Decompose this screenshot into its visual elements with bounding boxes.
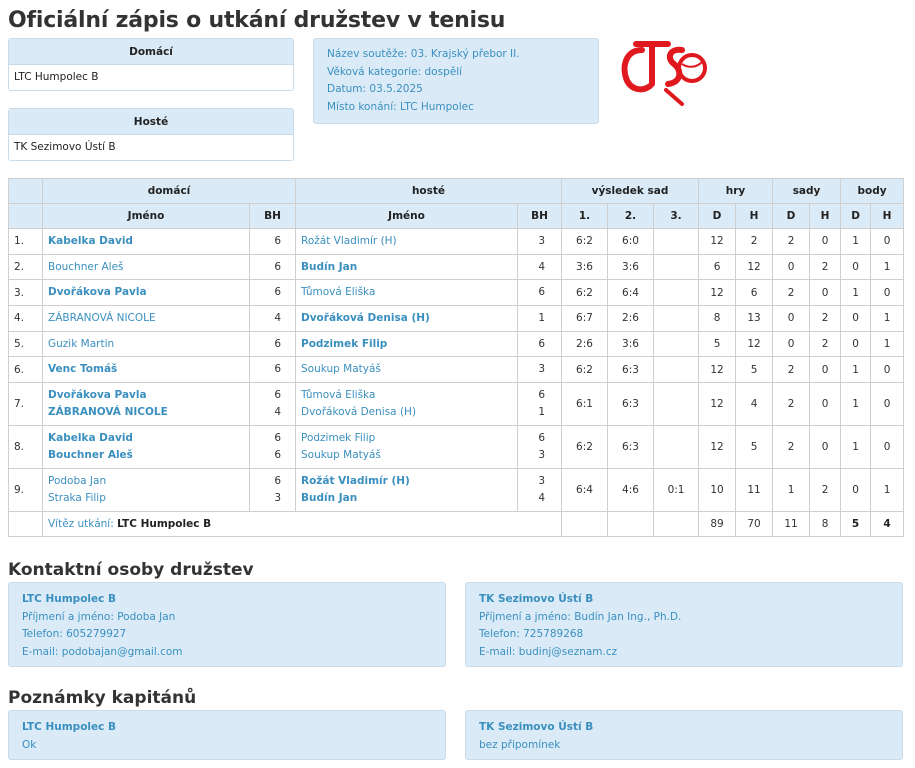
games-away: 5 bbox=[736, 426, 773, 469]
away-players bbox=[296, 229, 518, 255]
away-player-name[interactable]: Budín Jan bbox=[301, 260, 358, 273]
set-1-score: 6:7 bbox=[562, 306, 608, 332]
set-1-score: 6:2 bbox=[562, 426, 608, 469]
set-1-score: 6:2 bbox=[562, 357, 608, 383]
home-player-name[interactable]: Guzik Martin bbox=[48, 337, 115, 350]
row-number: 8. bbox=[9, 426, 43, 469]
home-contact-email[interactable]: E-mail: podobajan@gmail.com bbox=[22, 645, 183, 658]
set-2-score: 6:3 bbox=[608, 426, 654, 469]
home-players bbox=[43, 357, 250, 383]
away-contact-team: TK Sezimovo Ústí B bbox=[479, 593, 594, 605]
set-3-score bbox=[654, 383, 699, 426]
away-players bbox=[296, 254, 518, 280]
group-sets: výsledek sad bbox=[562, 179, 699, 204]
corner-cell bbox=[9, 179, 43, 204]
set-2-score: 6:4 bbox=[608, 280, 654, 306]
home-player-name[interactable]: Kabelka David bbox=[48, 432, 133, 445]
col-set-1: 1. bbox=[562, 204, 608, 229]
home-team-header: Domácí bbox=[9, 39, 293, 65]
totals-empty bbox=[654, 512, 699, 537]
points-away: 1 bbox=[871, 306, 904, 332]
home-players bbox=[43, 383, 250, 426]
set-2-score: 2:6 bbox=[608, 306, 654, 332]
home-player-name[interactable]: Venc Tomáš bbox=[48, 363, 118, 376]
games-home: 8 bbox=[699, 306, 736, 332]
sets-away: 2 bbox=[810, 331, 841, 357]
set-1-score: 6:2 bbox=[562, 280, 608, 306]
games-home: 12 bbox=[699, 383, 736, 426]
points-home: 0 bbox=[841, 469, 871, 512]
home-notes-text: Ok bbox=[22, 738, 37, 751]
away-player-bh: 3 bbox=[538, 449, 545, 462]
sets-away: 0 bbox=[810, 426, 841, 469]
contacts-heading: Kontaktní osoby družstev bbox=[8, 560, 254, 580]
away-contact-email[interactable]: E-mail: budinj@seznam.cz bbox=[479, 645, 618, 658]
set-3-score bbox=[654, 229, 699, 255]
away-players bbox=[296, 469, 518, 512]
home-bh bbox=[250, 383, 296, 426]
points-away: 0 bbox=[871, 383, 904, 426]
home-bh bbox=[250, 331, 296, 357]
col-home-name: Jméno bbox=[43, 204, 250, 229]
sets-away: 2 bbox=[810, 254, 841, 280]
away-player-name[interactable]: Soukup Matyáš bbox=[301, 363, 381, 376]
points-away: 0 bbox=[871, 357, 904, 383]
away-player-name[interactable]: Rožát Vladimír (H) bbox=[301, 475, 410, 488]
total-points-h: 4 bbox=[871, 512, 904, 537]
col-points-h: H bbox=[871, 204, 904, 229]
home-player-name[interactable]: Straka Filip bbox=[48, 492, 106, 505]
row-number: 9. bbox=[9, 469, 43, 512]
points-away: 1 bbox=[871, 254, 904, 280]
games-away: 11 bbox=[736, 469, 773, 512]
competition-name: Název soutěže: 03. Krajský přebor II. bbox=[327, 48, 520, 60]
away-player-name[interactable]: Podzimek Filip bbox=[301, 337, 388, 350]
sets-home: 2 bbox=[773, 357, 810, 383]
points-away: 1 bbox=[871, 469, 904, 512]
set-1-score: 6:2 bbox=[562, 229, 608, 255]
away-bh bbox=[518, 357, 562, 383]
home-player-bh: 6 bbox=[274, 475, 281, 488]
set-3-score bbox=[654, 306, 699, 332]
away-contact-name: Příjmení a jméno: Budín Jan Ing., Ph.D. bbox=[479, 610, 682, 623]
home-team-name: LTC Humpolec B bbox=[14, 71, 99, 83]
away-bh bbox=[518, 229, 562, 255]
col-sets-d: D bbox=[773, 204, 810, 229]
page-title: Oficiální zápis o utkání družstev v tenisu bbox=[8, 8, 506, 33]
points-home: 0 bbox=[841, 306, 871, 332]
corner-cell bbox=[9, 204, 43, 229]
points-away: 1 bbox=[871, 331, 904, 357]
home-player-name[interactable]: Dvořákova Pavla bbox=[48, 286, 147, 299]
away-contact-phone: Telefon: 725789268 bbox=[479, 628, 584, 640]
set-2-score: 3:6 bbox=[608, 254, 654, 280]
home-player-name[interactable]: ZÁBRANOVÁ NICOLE bbox=[48, 311, 156, 324]
points-home: 0 bbox=[841, 254, 871, 280]
home-players bbox=[43, 469, 250, 512]
home-player-bh: 6 bbox=[274, 337, 281, 350]
home-player-bh: 4 bbox=[274, 311, 281, 324]
home-bh bbox=[250, 357, 296, 383]
away-player-bh: 3 bbox=[538, 475, 545, 488]
group-games: hry bbox=[699, 179, 773, 204]
total-games-d: 89 bbox=[699, 512, 736, 537]
games-home: 6 bbox=[699, 254, 736, 280]
points-home: 1 bbox=[841, 357, 871, 383]
home-player-bh: 6 bbox=[274, 260, 281, 273]
points-away: 0 bbox=[871, 426, 904, 469]
away-bh bbox=[518, 383, 562, 426]
home-player-bh: 6 bbox=[274, 449, 281, 462]
away-player-bh: 3 bbox=[538, 234, 545, 247]
match-winner: Vítěz utkání: LTC Humpolec B bbox=[43, 512, 562, 537]
match-row bbox=[9, 331, 904, 357]
away-notes-box bbox=[465, 710, 903, 760]
set-3-score: 0:1 bbox=[654, 469, 699, 512]
set-1-score: 2:6 bbox=[562, 331, 608, 357]
points-home: 1 bbox=[841, 229, 871, 255]
away-players bbox=[296, 331, 518, 357]
group-points: body bbox=[841, 179, 904, 204]
away-notes-team: TK Sezimovo Ústí B bbox=[479, 721, 594, 733]
away-players bbox=[296, 426, 518, 469]
totals-row bbox=[9, 512, 904, 537]
set-2-score: 3:6 bbox=[608, 331, 654, 357]
games-away: 5 bbox=[736, 357, 773, 383]
away-bh bbox=[518, 306, 562, 332]
home-player-bh: 6 bbox=[274, 234, 281, 247]
home-player-name[interactable]: ZÁBRANOVÁ NICOLE bbox=[48, 406, 168, 419]
away-player-bh: 6 bbox=[538, 389, 545, 402]
away-bh bbox=[518, 426, 562, 469]
games-away: 6 bbox=[736, 280, 773, 306]
away-player-name[interactable]: Rožát Vladimír (H) bbox=[301, 234, 397, 247]
home-players bbox=[43, 306, 250, 332]
home-players bbox=[43, 229, 250, 255]
col-games-h: H bbox=[736, 204, 773, 229]
col-games-d: D bbox=[699, 204, 736, 229]
games-home: 12 bbox=[699, 357, 736, 383]
away-player-bh: 6 bbox=[538, 286, 545, 299]
away-player-name[interactable]: Budín Jan bbox=[301, 492, 358, 505]
total-sets-h: 8 bbox=[810, 512, 841, 537]
home-player-name[interactable]: Bouchner Aleš bbox=[48, 260, 124, 273]
away-player-name[interactable]: Podzimek Filip bbox=[301, 432, 376, 445]
away-bh bbox=[518, 469, 562, 512]
sets-home: 1 bbox=[773, 469, 810, 512]
col-set-3: 3. bbox=[654, 204, 699, 229]
set-1-score: 6:1 bbox=[562, 383, 608, 426]
games-away: 4 bbox=[736, 383, 773, 426]
col-sets-h: H bbox=[810, 204, 841, 229]
away-bh bbox=[518, 331, 562, 357]
set-3-score bbox=[654, 426, 699, 469]
home-player-bh: 4 bbox=[274, 406, 281, 419]
home-player-name[interactable]: Bouchner Aleš bbox=[48, 449, 133, 462]
away-player-name[interactable]: Soukup Matyáš bbox=[301, 449, 381, 462]
home-player-bh: 6 bbox=[274, 432, 281, 445]
col-points-d: D bbox=[841, 204, 871, 229]
away-bh bbox=[518, 254, 562, 280]
away-player-bh: 6 bbox=[538, 432, 545, 445]
away-player-bh: 4 bbox=[538, 492, 545, 505]
match-row bbox=[9, 426, 904, 469]
match-row bbox=[9, 469, 904, 512]
row-number: 2. bbox=[9, 254, 43, 280]
away-notes-text: bez připomínek bbox=[479, 738, 561, 751]
games-home: 12 bbox=[699, 229, 736, 255]
sets-away: 2 bbox=[810, 306, 841, 332]
home-bh bbox=[250, 254, 296, 280]
match-row bbox=[9, 306, 904, 332]
match-date: Datum: 03.5.2025 bbox=[327, 83, 423, 95]
club-logo bbox=[612, 36, 708, 106]
home-player-name[interactable]: Dvořákova Pavla bbox=[48, 389, 147, 402]
games-away: 13 bbox=[736, 306, 773, 332]
row-number: 5. bbox=[9, 331, 43, 357]
away-players bbox=[296, 306, 518, 332]
points-home: 1 bbox=[841, 383, 871, 426]
games-home: 5 bbox=[699, 331, 736, 357]
row-number: 6. bbox=[9, 357, 43, 383]
home-notes-box bbox=[8, 710, 446, 760]
away-players bbox=[296, 280, 518, 306]
away-contact-box bbox=[465, 582, 903, 667]
sets-home: 2 bbox=[773, 383, 810, 426]
group-away: hosté bbox=[296, 179, 562, 204]
match-row bbox=[9, 254, 904, 280]
group-sets-won: sady bbox=[773, 179, 841, 204]
set-3-score bbox=[654, 357, 699, 383]
sets-home: 0 bbox=[773, 254, 810, 280]
away-player-bh: 1 bbox=[538, 406, 545, 419]
col-away-bh: BH bbox=[518, 204, 562, 229]
sets-away: 0 bbox=[810, 229, 841, 255]
sets-home: 2 bbox=[773, 229, 810, 255]
match-row bbox=[9, 357, 904, 383]
home-player-name[interactable]: Kabelka David bbox=[48, 234, 133, 247]
total-games-h: 70 bbox=[736, 512, 773, 537]
points-home: 1 bbox=[841, 280, 871, 306]
away-player-bh: 3 bbox=[538, 363, 545, 376]
away-players bbox=[296, 357, 518, 383]
sets-home: 2 bbox=[773, 280, 810, 306]
away-player-bh: 1 bbox=[538, 311, 545, 324]
match-winner-name: LTC Humpolec B bbox=[117, 518, 212, 531]
notes-heading: Poznámky kapitánů bbox=[8, 688, 197, 708]
home-bh bbox=[250, 229, 296, 255]
home-contact-phone: Telefon: 605279927 bbox=[22, 628, 127, 640]
sets-away: 0 bbox=[810, 280, 841, 306]
home-bh bbox=[250, 426, 296, 469]
home-players bbox=[43, 280, 250, 306]
home-contact-box bbox=[8, 582, 446, 667]
set-1-score: 3:6 bbox=[562, 254, 608, 280]
away-player-name[interactable]: Tůmová Eliška bbox=[301, 286, 376, 299]
away-player-name[interactable]: Dvořáková Denisa (H) bbox=[301, 311, 430, 324]
sets-home: 0 bbox=[773, 306, 810, 332]
totals-corner bbox=[9, 512, 43, 537]
games-away: 12 bbox=[736, 254, 773, 280]
points-away: 0 bbox=[871, 280, 904, 306]
away-team-box bbox=[8, 108, 294, 161]
home-contact-team: LTC Humpolec B bbox=[22, 593, 117, 605]
set-2-score: 6:3 bbox=[608, 383, 654, 426]
match-venue: Místo konání: LTC Humpolec bbox=[327, 100, 474, 113]
row-number: 4. bbox=[9, 306, 43, 332]
home-player-bh: 6 bbox=[274, 389, 281, 402]
set-2-score: 4:6 bbox=[608, 469, 654, 512]
set-3-score bbox=[654, 254, 699, 280]
away-player-name[interactable]: Dvořáková Denisa (H) bbox=[301, 406, 417, 419]
set-3-score bbox=[654, 280, 699, 306]
games-home: 12 bbox=[699, 280, 736, 306]
set-2-score: 6:0 bbox=[608, 229, 654, 255]
away-team-name: TK Sezimovo Ústí B bbox=[14, 141, 116, 153]
sets-home: 0 bbox=[773, 331, 810, 357]
away-team-header: Hosté bbox=[9, 109, 293, 135]
home-players bbox=[43, 331, 250, 357]
col-away-name: Jméno bbox=[296, 204, 518, 229]
home-player-bh: 6 bbox=[274, 286, 281, 299]
totals-empty bbox=[608, 512, 654, 537]
points-away: 0 bbox=[871, 229, 904, 255]
games-home: 10 bbox=[699, 469, 736, 512]
away-player-name[interactable]: Tůmová Eliška bbox=[301, 389, 376, 402]
total-sets-d: 11 bbox=[773, 512, 810, 537]
match-row bbox=[9, 229, 904, 255]
col-home-bh: BH bbox=[250, 204, 296, 229]
away-players bbox=[296, 383, 518, 426]
row-number: 7. bbox=[9, 383, 43, 426]
away-bh bbox=[518, 280, 562, 306]
home-bh bbox=[250, 306, 296, 332]
row-number: 3. bbox=[9, 280, 43, 306]
total-points-d: 5 bbox=[841, 512, 871, 537]
home-bh bbox=[250, 469, 296, 512]
points-home: 1 bbox=[841, 426, 871, 469]
home-team-box bbox=[8, 38, 294, 91]
home-player-bh: 3 bbox=[274, 492, 281, 505]
home-player-name[interactable]: Podoba Jan bbox=[48, 475, 107, 488]
col-set-2: 2. bbox=[608, 204, 654, 229]
match-row bbox=[9, 280, 904, 306]
match-info-box bbox=[313, 38, 599, 124]
set-3-score bbox=[654, 331, 699, 357]
home-bh bbox=[250, 280, 296, 306]
sets-away: 2 bbox=[810, 469, 841, 512]
age-category: Věková kategorie: dospělí bbox=[327, 65, 463, 78]
group-home: domácí bbox=[43, 179, 296, 204]
totals-empty bbox=[562, 512, 608, 537]
points-home: 0 bbox=[841, 331, 871, 357]
home-players bbox=[43, 254, 250, 280]
home-player-bh: 6 bbox=[274, 363, 281, 376]
home-notes-team: LTC Humpolec B bbox=[22, 721, 117, 733]
games-away: 12 bbox=[736, 331, 773, 357]
games-home: 12 bbox=[699, 426, 736, 469]
games-away: 2 bbox=[736, 229, 773, 255]
match-row bbox=[9, 383, 904, 426]
set-2-score: 6:3 bbox=[608, 357, 654, 383]
set-1-score: 6:4 bbox=[562, 469, 608, 512]
away-player-bh: 4 bbox=[538, 260, 545, 273]
sets-home: 2 bbox=[773, 426, 810, 469]
results-table bbox=[8, 178, 904, 537]
away-player-bh: 6 bbox=[538, 337, 545, 350]
home-players bbox=[43, 426, 250, 469]
home-contact-name: Příjmení a jméno: Podoba Jan bbox=[22, 610, 176, 623]
sets-away: 0 bbox=[810, 383, 841, 426]
row-number: 1. bbox=[9, 229, 43, 255]
sets-away: 0 bbox=[810, 357, 841, 383]
